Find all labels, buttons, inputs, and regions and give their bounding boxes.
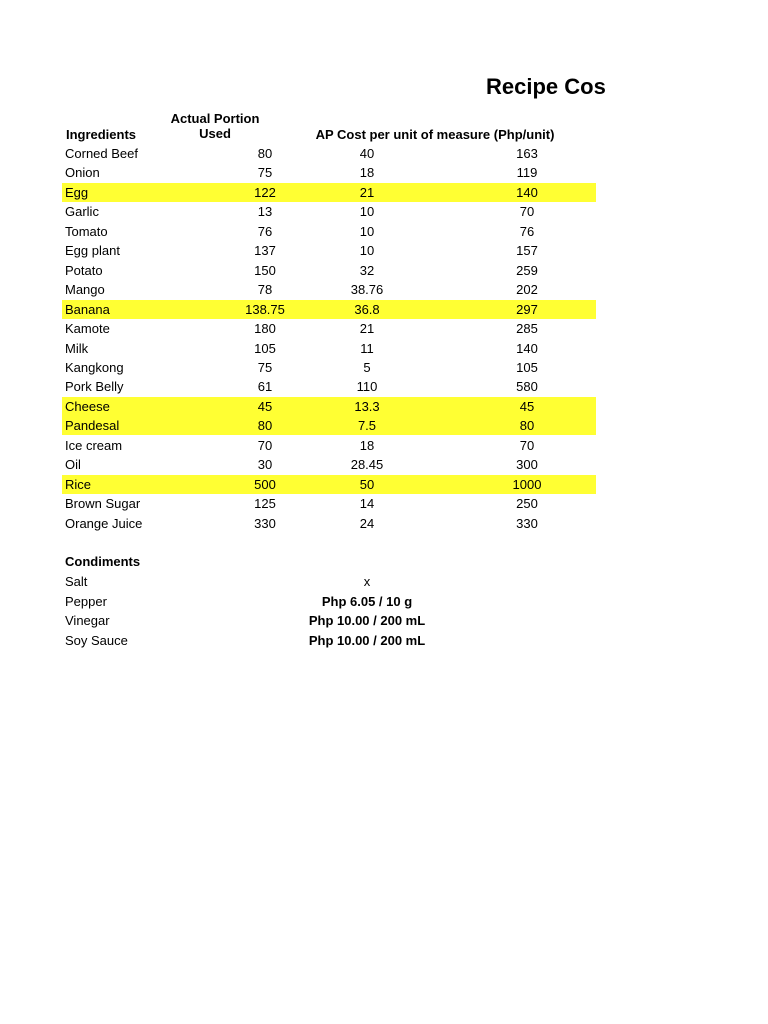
total-cell: 140	[516, 185, 538, 200]
condiment-name: Salt	[65, 574, 88, 589]
ingredient-name: Corned Beef	[65, 146, 138, 161]
total-cell: 163	[516, 146, 538, 161]
total-cell: 297	[516, 302, 538, 317]
ap-cost-cell: 14	[359, 496, 375, 511]
condiment-name: Soy Sauce	[65, 633, 128, 648]
actual-portion-cell: 75	[257, 360, 273, 375]
table-row	[62, 183, 596, 202]
ap-cost-cell: 10	[359, 243, 375, 258]
ap-cost-cell: 18	[359, 165, 375, 180]
ingredient-name: Brown Sugar	[65, 496, 141, 511]
ap-cost-cell: 21	[359, 321, 375, 336]
ap-cost-cell: 18	[359, 438, 375, 453]
total-cell: 1000	[512, 477, 542, 492]
total-cell: 80	[519, 418, 535, 433]
ap-cost-cell: 13.3	[354, 399, 380, 414]
actual-portion-cell: 138.75	[245, 302, 285, 317]
actual-portion-cell: 330	[254, 516, 276, 531]
condiment-price: Php 10.00 / 200 mL	[308, 613, 426, 628]
ap-cost-cell: 5	[363, 360, 371, 375]
condiment-name: Vinegar	[65, 613, 110, 628]
table-row	[62, 339, 596, 358]
actual-portion-cell: 137	[254, 243, 276, 258]
page-title: Recipe Cos	[486, 74, 606, 99]
actual-portion-cell: 122	[254, 185, 276, 200]
total-cell: 300	[516, 457, 538, 472]
table-row	[62, 319, 596, 338]
table-row	[62, 494, 596, 513]
ingredient-name: Egg plant	[65, 243, 120, 258]
total-cell: 140	[516, 341, 538, 356]
table-row	[62, 358, 596, 377]
ap-cost-cell: 10	[359, 224, 375, 239]
actual-portion-cell: 180	[254, 321, 276, 336]
total-cell: 45	[519, 399, 535, 414]
table-row	[62, 455, 596, 474]
ingredient-name: Kamote	[65, 321, 110, 336]
condiment-row	[62, 572, 596, 591]
ap-cost-cell: 10	[359, 204, 375, 219]
ap-cost-cell: 24	[359, 516, 375, 531]
total-cell: 76	[519, 224, 535, 239]
total-cell: 285	[516, 321, 538, 336]
actual-portion-cell: 45	[257, 399, 273, 414]
actual-portion-cell: 150	[254, 263, 276, 278]
ingredient-name: Pandesal	[65, 418, 120, 433]
condiment-price: x	[363, 574, 371, 589]
table-row	[62, 416, 596, 435]
actual-portion-cell: 80	[257, 146, 273, 161]
ingredient-name: Ice cream	[65, 438, 123, 453]
total-cell: 202	[516, 282, 538, 297]
table-row	[62, 202, 596, 221]
actual-portion-cell: 125	[254, 496, 276, 511]
ingredient-name: Onion	[65, 165, 100, 180]
ap-cost-cell: 21	[359, 185, 375, 200]
actual-portion-cell: 30	[257, 457, 273, 472]
total-cell: 70	[519, 438, 535, 453]
table-row	[62, 436, 596, 455]
ingredient-name: Rice	[65, 477, 92, 492]
ingredient-name: Pork Belly	[65, 379, 124, 394]
condiment-name: Pepper	[65, 594, 107, 609]
condiment-price: Php 6.05 / 10 g	[321, 594, 413, 609]
actual-portion-cell: 13	[257, 204, 273, 219]
actual-portion-cell: 78	[257, 282, 273, 297]
ingredient-name: Oil	[65, 457, 81, 472]
ingredient-name: Mango	[65, 282, 105, 297]
condiment-price: Php 10.00 / 200 mL	[308, 633, 426, 648]
table-row	[62, 241, 596, 260]
ingredient-name: Banana	[65, 302, 110, 317]
ap-cost-cell: 11	[360, 341, 374, 356]
total-cell: 580	[516, 379, 538, 394]
table-row	[62, 261, 596, 280]
ingredient-name: Cheese	[65, 399, 110, 414]
table-row	[62, 280, 596, 299]
ingredient-name: Kangkong	[65, 360, 124, 375]
actual-portion-cell: 80	[257, 418, 273, 433]
condiment-row	[62, 611, 596, 630]
condiment-row	[62, 631, 596, 650]
table-row	[62, 144, 596, 163]
total-cell: 250	[516, 496, 538, 511]
ap-cost-cell: 28.45	[350, 457, 384, 472]
total-cell: 157	[516, 243, 538, 258]
header-actual-portion: Actual Portion Used	[170, 111, 260, 141]
ingredient-name: Tomato	[65, 224, 108, 239]
actual-portion-cell: 76	[257, 224, 273, 239]
total-cell: 70	[519, 204, 535, 219]
actual-portion-cell: 70	[257, 438, 273, 453]
ingredient-name: Garlic	[65, 204, 99, 219]
table-row	[62, 514, 596, 533]
ingredient-name: Milk	[65, 341, 89, 356]
table-row	[62, 397, 596, 416]
total-cell: 330	[516, 516, 538, 531]
table-row	[62, 163, 596, 182]
table-row	[62, 300, 596, 319]
ap-cost-cell: 7.5	[357, 418, 377, 433]
total-cell: 119	[516, 165, 538, 180]
header-ap-cost: AP Cost per unit of measure (Php/unit)	[315, 127, 555, 142]
ap-cost-cell: 32	[359, 263, 375, 278]
actual-portion-cell: 75	[257, 165, 273, 180]
ingredient-name: Egg	[65, 185, 89, 200]
total-cell: 259	[516, 263, 538, 278]
table-row	[62, 475, 596, 494]
ap-cost-cell: 38.76	[350, 282, 384, 297]
total-cell: 105	[516, 360, 538, 375]
table-row	[62, 377, 596, 396]
header-ingredients: Ingredients	[65, 127, 137, 142]
ingredient-name: Potato	[65, 263, 103, 278]
actual-portion-cell: 61	[257, 379, 273, 394]
actual-portion-cell: 105	[254, 341, 276, 356]
ap-cost-cell: 110	[356, 379, 378, 394]
ingredient-name: Orange Juice	[65, 516, 143, 531]
ap-cost-cell: 36.8	[354, 302, 380, 317]
table-row	[62, 222, 596, 241]
actual-portion-cell: 500	[254, 477, 276, 492]
ap-cost-cell: 50	[359, 477, 375, 492]
condiments-title: Condiments	[65, 554, 141, 569]
condiment-row	[62, 592, 596, 611]
ap-cost-cell: 40	[359, 146, 375, 161]
